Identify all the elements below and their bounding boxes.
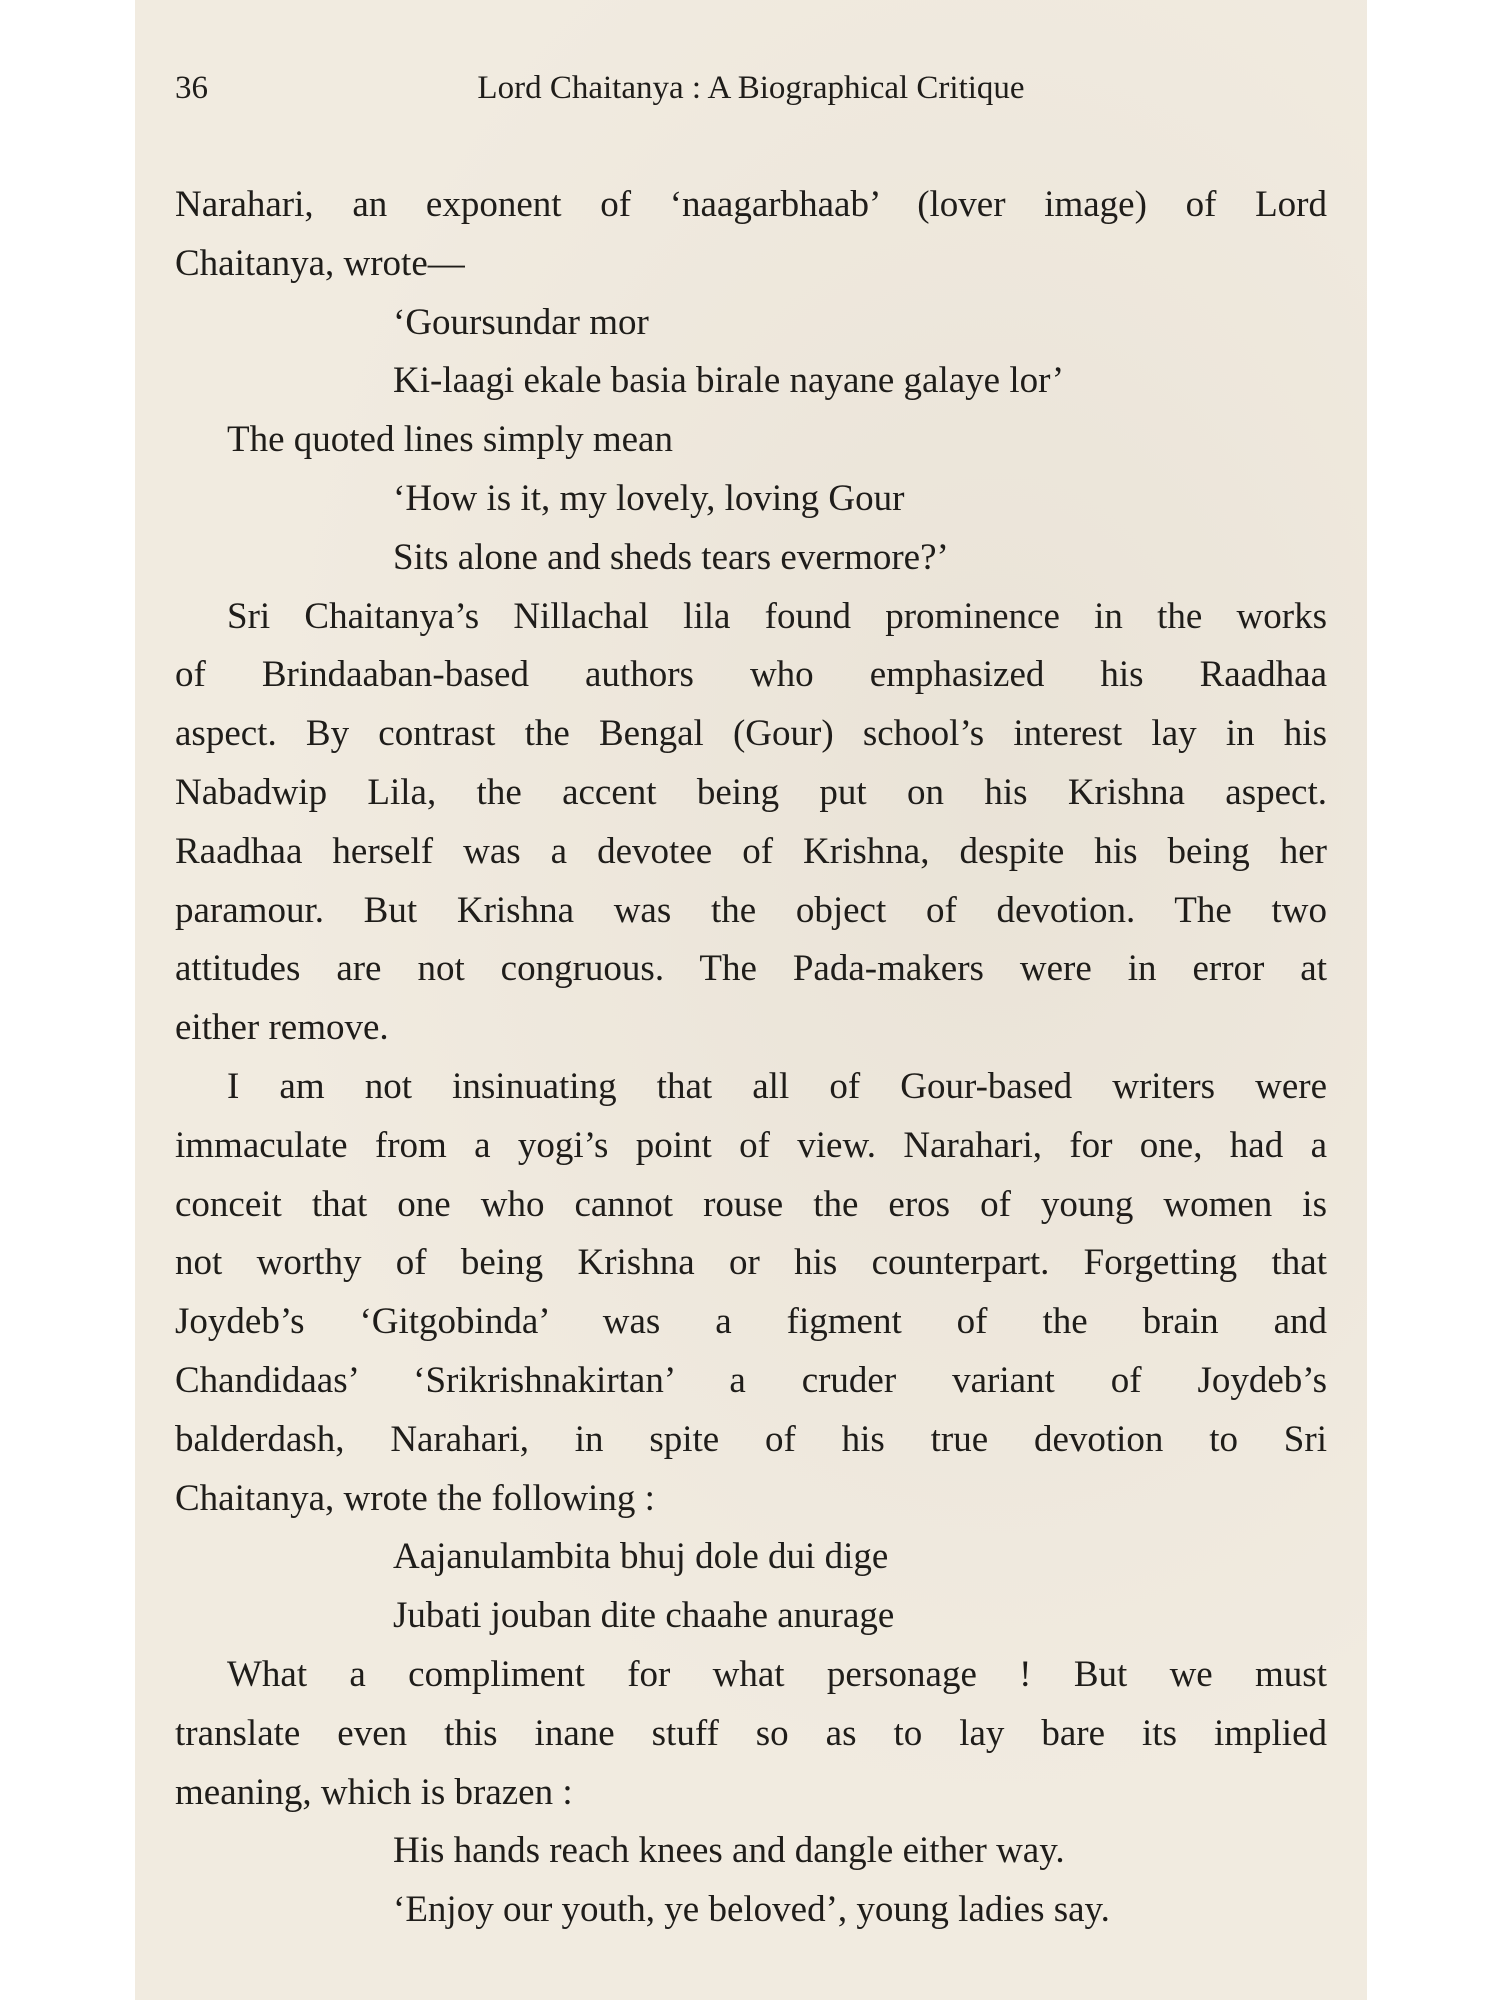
text-line: conceit that one who cannot rouse the eros of young women is <box>175 1183 1327 1225</box>
verse-line: ‘How is it, my lovely, loving Gour <box>393 477 905 519</box>
text-line: Chaitanya, wrote— <box>175 242 465 284</box>
verse-line: Jubati jouban dite chaahe anurage <box>393 1595 895 1637</box>
text-line: I am not insinuating that all of Gour-based writers were <box>227 1065 1327 1107</box>
verse-line: His hands reach knees and dangle either way. <box>393 1830 1065 1872</box>
text-line: of Brindaaban-based authors who emphasized his Raadhaa <box>175 654 1327 696</box>
text-line: aspect. By contrast the Bengal (Gour) school’s interest lay in his <box>175 713 1327 755</box>
page-header <box>175 70 1327 120</box>
text-line: Sri Chaitanya’s Nillachal lila found prominence in the works <box>227 595 1327 637</box>
text-line: paramour. But Krishna was the object of devotion. The two <box>175 889 1327 931</box>
running-title: Lord Chaitanya : A Biographical Critique <box>477 70 1025 106</box>
text-line: translate even this inane stuff so as to lay bare its implied <box>175 1712 1327 1754</box>
verse-line: Aajanulambita bhuj dole dui dige <box>393 1536 889 1578</box>
page-body <box>175 176 1327 1940</box>
book-page <box>135 0 1367 2000</box>
text-line: either remove. <box>175 1007 389 1049</box>
page-number: 36 <box>175 70 208 106</box>
text-line: Chandidaas’ ‘Srikrishnakirtan’ a cruder variant of Joydeb’s <box>175 1359 1327 1401</box>
text-line: Raadhaa herself was a devotee of Krishna, despite his being her <box>175 830 1327 872</box>
text-line: Narahari, an exponent of ‘naagarbhaab’ (lover image) of Lord <box>175 184 1327 225</box>
text-line: balderdash, Narahari, in spite of his true devotion to Sri <box>175 1418 1327 1460</box>
text-line: Chaitanya, wrote the following : <box>175 1477 655 1519</box>
verse-line: Sits alone and sheds tears evermore?’ <box>393 536 949 578</box>
text-line: Joydeb’s ‘Gitgobinda’ was a figment of the brain and <box>175 1301 1327 1343</box>
verse-line: ‘Goursundar mor <box>393 301 649 343</box>
text-line: The quoted lines simply mean <box>227 419 673 461</box>
verse-line: Ki-laagi ekale basia birale nayane galaye lor’ <box>393 360 1065 402</box>
text-line: immaculate from a yogi’s point of view. Narahari, for one, had a <box>175 1124 1327 1166</box>
text-line: What a compliment for what personage ! But we must <box>227 1653 1327 1695</box>
verse-line: ‘Enjoy our youth, ye beloved’, young ladies say. <box>393 1889 1110 1931</box>
text-line: attitudes are not congruous. The Pada-makers were in error at <box>175 948 1327 990</box>
text-line: meaning, which is brazen : <box>175 1771 573 1813</box>
text-line: not worthy of being Krishna or his counterpart. Forgetting that <box>175 1242 1327 1284</box>
text-line: Nabadwip Lila, the accent being put on his Krishna aspect. <box>175 771 1327 813</box>
